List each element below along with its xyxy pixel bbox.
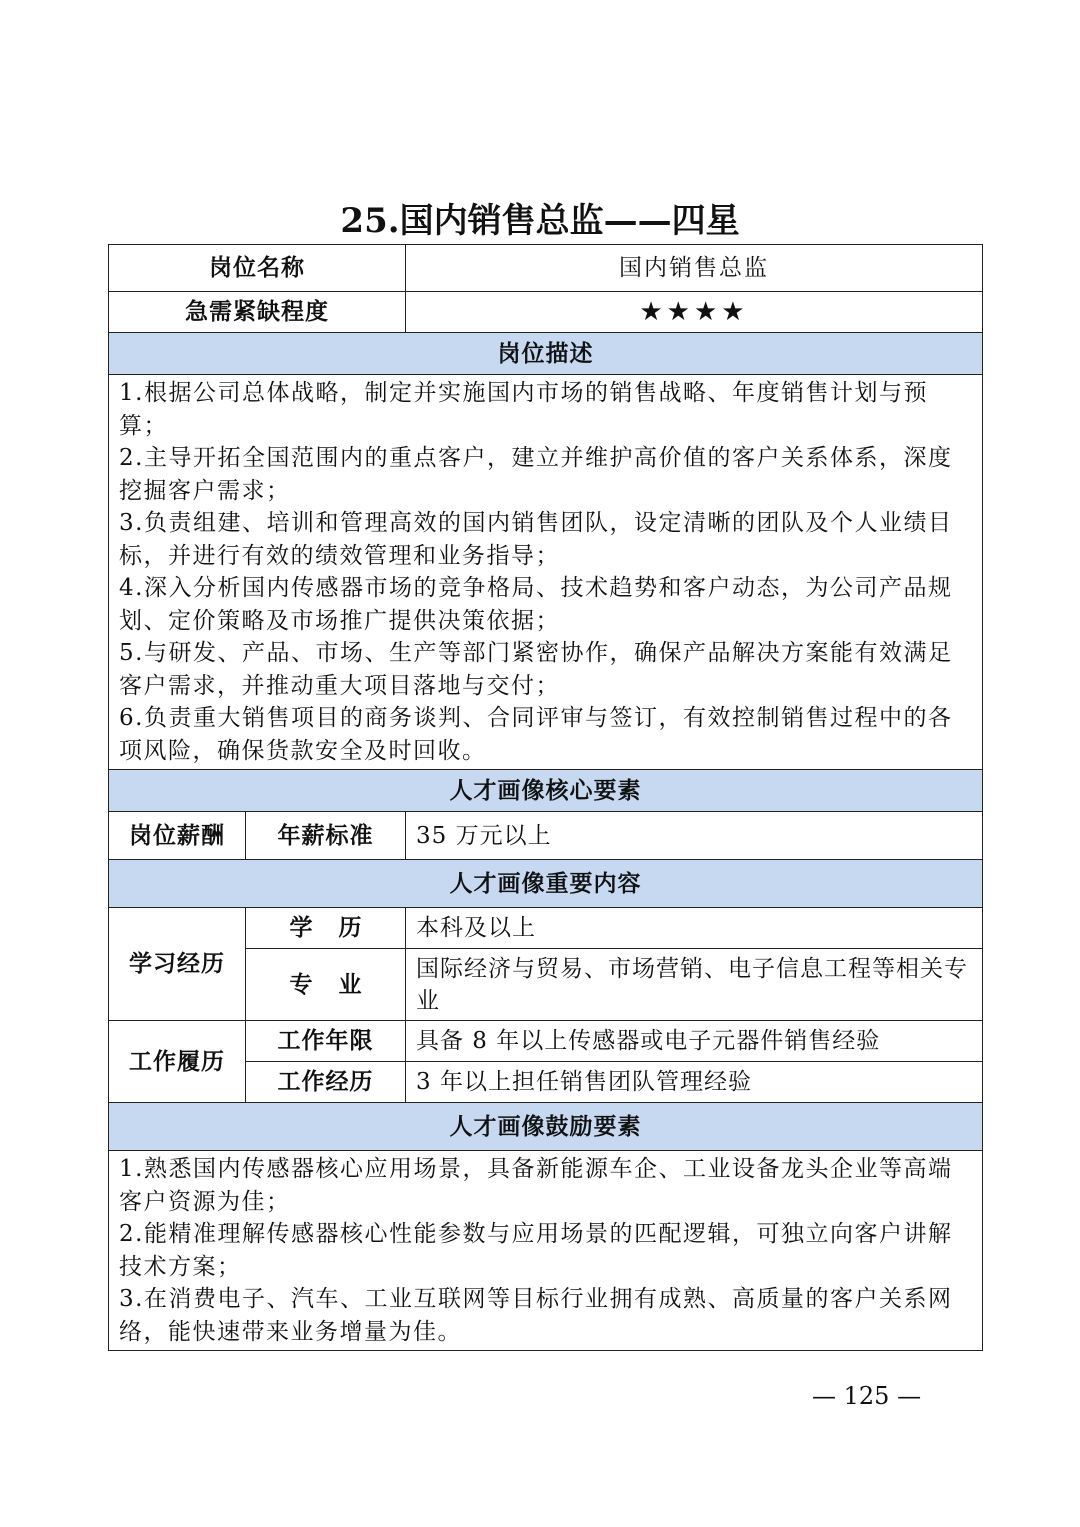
work-years-row (109, 1021, 983, 1062)
degree-label: 学历 (246, 908, 406, 949)
page-title: 25.国内销售总监——四星 (340, 201, 740, 241)
description-item: 4.深入分析国内传感器市场的竞争格局、技术趋势和客户动态，为公司产品规划、定价策略及市场推广提供决策依据； (119, 575, 953, 634)
work-history-label: 工作履历 (109, 1021, 246, 1103)
degree-value: 本科及以上 (406, 908, 983, 949)
description-item: 5.与研发、产品、市场、生产等部门紧密协作，确保产品解决方案能有效满足客户需求，并推动重大项目落地与交付； (119, 640, 953, 699)
work-experience-value: 3 年以上担任销售团队管理经验 (406, 1062, 983, 1103)
encourage-item: 1.熟悉国内传感器核心应用场景，具备新能源车企、工业设备龙头企业等高端客户资源为佳； (119, 1156, 953, 1215)
description-header: 岗位描述 (109, 333, 983, 375)
description-body (109, 375, 983, 770)
encourage-item: 3.在消费电子、汽车、工业互联网等目标行业拥有成熟、高质量的客户关系网络，能快速带来业务增量为佳。 (119, 1286, 953, 1345)
position-row (109, 245, 983, 292)
work-experience-label: 工作经历 (246, 1062, 406, 1103)
urgency-row (109, 292, 983, 333)
description-item: 3.负责组建、培训和管理高效的国内销售团队，设定清晰的团队及个人业绩目标，并进行有效的绩效管理和业务指导； (119, 510, 953, 569)
description-item: 6.负责重大销售项目的商务谈判、合同评审与签订，有效控制销售过程中的各项风险，确保货款安全及时回收。 (119, 705, 953, 764)
work-years-value: 具备 8 年以上传感器或电子元器件销售经验 (406, 1021, 983, 1062)
urgency-label: 急需紧缺程度 (109, 292, 406, 333)
position-value: 国内销售总监 (406, 245, 983, 292)
degree-row (109, 908, 983, 949)
description-item: 1.根据公司总体战略，制定并实施国内市场的销售战略、年度销售计划与预算； (119, 380, 928, 439)
major-label: 专业 (246, 949, 406, 1021)
salary-standard-label: 年薪标准 (246, 812, 406, 860)
salary-value: 35 万元以上 (406, 812, 983, 860)
work-years-label: 工作年限 (246, 1021, 406, 1062)
job-profile-table (108, 244, 983, 1351)
salary-label: 岗位薪酬 (109, 812, 246, 860)
urgency-stars: ★★★★ (406, 292, 983, 333)
position-label: 岗位名称 (109, 245, 406, 292)
page-number: — 125 — (812, 1382, 922, 1410)
core-header: 人才画像核心要素 (109, 770, 983, 812)
encourage-item: 2.能精准理解传感器核心性能参数与应用场景的匹配逻辑，可独立向客户讲解技术方案； (119, 1221, 953, 1280)
important-header: 人才画像重要内容 (109, 860, 983, 908)
salary-row (109, 812, 983, 860)
encourage-body (109, 1151, 983, 1351)
encourage-header: 人才画像鼓励要素 (109, 1103, 983, 1151)
education-label: 学习经历 (109, 908, 246, 1021)
description-item: 2.主导开拓全国范围内的重点客户，建立并维护高价值的客户关系体系，深度挖掘客户需求； (119, 445, 953, 504)
major-value: 国际经济与贸易、市场营销、电子信息工程等相关专业 (406, 949, 983, 1021)
